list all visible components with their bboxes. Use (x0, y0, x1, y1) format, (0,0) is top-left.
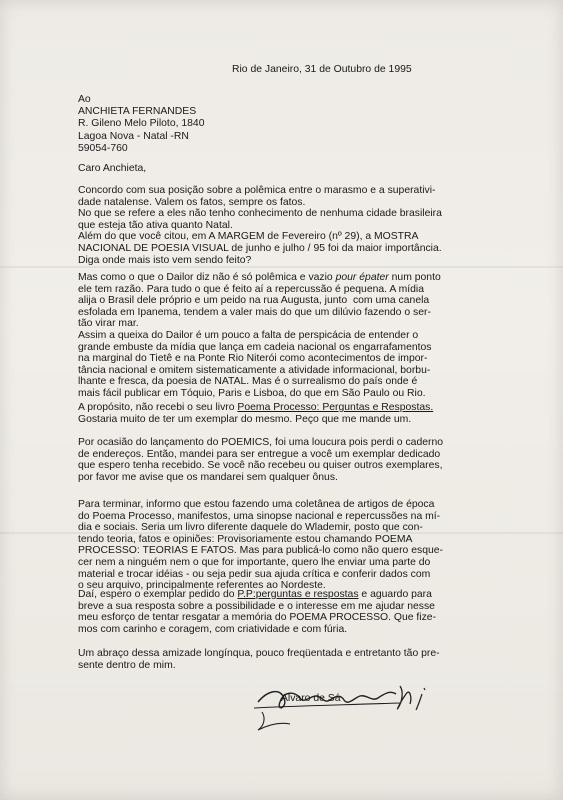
text-line: material e trocar idéias - ou seja pedir sua ajuda crítica e conferir dados com (78, 568, 431, 580)
paragraph-5 (78, 499, 493, 592)
text-line: alija o Brasil dele próprio e um peido na rua Augusta, junto com uma canela (78, 295, 430, 307)
text-line: na marginal do Tietê e na Ponte Rio Niterói como acontecimentos de impor- (78, 353, 428, 365)
text-line: tância nacional e omitem sistematicamente a atividade informacional, borbu- (78, 364, 431, 376)
address-line: ANCHIETA FERNANDES (78, 106, 197, 118)
text-line: meu esforço de tentar resgatar a memória do POEMA PROCESSO. Que fize- (78, 612, 437, 624)
salutation: Caro Anchieta, (78, 163, 147, 174)
text-line: Assim a queixa do Dailor é um pouco a falta de perspicácia de entender o (78, 329, 419, 341)
paragraph-2 (78, 272, 493, 400)
signature-name: Alvaro de Sá (281, 693, 341, 704)
italic-phrase: pour épater (335, 272, 389, 283)
paragraph-4 (78, 437, 493, 483)
text-line: A propósito, não recebi o seu livro (78, 402, 238, 413)
handwritten-signature (250, 672, 450, 732)
text-line: que esteja tão ativa quanto Natal. (78, 219, 233, 231)
text-line: por favor me avise que os mandarei sem qualquer ônus. (78, 471, 338, 483)
text-line: Um abraço dessa amizade longínqua, pouco freqüentada e entretanto tão pre- (78, 648, 440, 659)
paragraph-6 (78, 589, 493, 635)
text-line: Por ocasião do lançamento do POEMICS, foi uma loucura pois perdi o caderno (78, 437, 444, 448)
address-line: R. Gileno Melo Piloto, 1840 (78, 118, 205, 130)
text-line: Concordo com sua posição sobre a polêmica entre o marasmo e a superativi- (78, 185, 436, 196)
text-line: e aguardo para (358, 589, 432, 600)
text-line: tão virar mar. (78, 318, 139, 330)
text-line: Além do que você citou, em A MARGEM de Fevereiro (nº 29), a MOSTRA (78, 231, 419, 243)
text-line: PROCESSO: TEORIAS E FATOS. Mas para publicá-lo como não quero esque- (78, 545, 443, 557)
text-line: Para terminar, informo que estou fazendo uma coletânea de artigos de época (78, 499, 435, 510)
text-line: Mas como o que o Dailor diz não é só polêmica e vazio (78, 272, 336, 283)
text-line: cer nem a ninguém nem o que for importante, quero lhe enviar uma parte do (78, 556, 431, 568)
text-line: mos com carinho e coragem, com criatividade e com fúria. (78, 623, 348, 635)
text-line: num ponto (388, 272, 441, 283)
recipient-address (78, 94, 205, 155)
paragraph-3 (78, 402, 493, 425)
paragraph-closing (78, 648, 493, 671)
text-line: Daí, espero o exemplar pedido do (78, 589, 238, 600)
text-line: NACIONAL DE POESIA VISUAL de junho e julho / 95 foi da maior importância. (78, 242, 442, 254)
text-line: mais fácil publicar em Tóquio, Paris e Lisboa, do que em São Paulo ou Rio. (78, 387, 426, 399)
letter-date: Rio de Janeiro, 31 de Outubro de 1995 (232, 64, 412, 75)
text-line: tendo teoria, fatos e opiniões: Provisoriamente estou chamando POEMA (78, 533, 413, 545)
text-line: dia e sociais. Seria um livro diferente daquele do Wlademir, posto que con- (78, 522, 423, 534)
book-title: Poema Processo: Perguntas e Respostas. (237, 402, 434, 413)
text-line: o seu arquivo, principalmente referentes ao Nordeste. (78, 580, 326, 592)
text-line: breve a sua resposta sobre a possibilidade e o interesse em me ajudar nesse (78, 600, 435, 612)
text-line: lhante e fresca, da poesia de NATAL. Mas é o surrealismo do país onde é (78, 376, 418, 388)
paragraph-1 (78, 185, 493, 266)
text-line: ele tem razão. Para tudo o que é feito aí a repercussão é pequena. A mídia (78, 283, 425, 295)
text-line: que espero tenha recebido. Se você não recebeu ou quiser outros exemplares, (78, 460, 443, 472)
text-line: sente dentro de mim. (78, 659, 176, 671)
paper-fold-line (0, 266, 563, 268)
book-title: P.P:perguntas e respostas (237, 589, 359, 600)
text-line: do Poema Processo, manifestos, uma sinopse nacional e repercussões na mí- (78, 510, 441, 522)
address-line: Lagoa Nova - Natal -RN (78, 130, 189, 142)
text-line: de endereços. Então, mandei para ser entregue a você um exemplar dedicado (78, 448, 441, 460)
text-line: grande embuste da mídia que lança em cadeia nacional os engarrafamentos (78, 341, 432, 353)
text-line: Gostaria muito de ter um exemplar do mesmo. Peço que me mande um. (78, 413, 412, 425)
text-line: Diga onde mais isto vem sendo feito? (78, 254, 252, 266)
text-line: dade natalense. Valem os fatos, sempre os fatos. (78, 196, 306, 208)
address-line: 59054-760 (78, 142, 128, 154)
text-line: No que se refere a eles não tenho conhecimento de nenhuma cidade brasileira (78, 208, 442, 220)
address-line: Ao (78, 94, 91, 105)
text-line: esfolada em Ipanema, tendem a valer mais do que um dilúvio fazendo o ser- (78, 306, 431, 318)
